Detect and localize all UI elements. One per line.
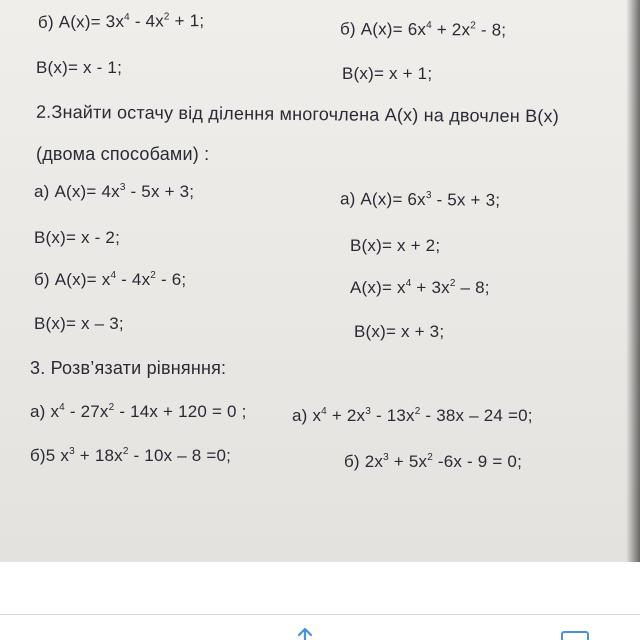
line-4-left: B(x)= x - 2; — [34, 228, 120, 247]
bookmark-icon[interactable] — [560, 630, 590, 640]
exponent: 4 — [59, 402, 65, 413]
line-3-left: а) $A(x)= 4x^3 - 5x + 3$; — [34, 182, 195, 201]
line-1-left: б) $A(x)= 3x^4 - 4x^2 + 1$; — [37, 11, 205, 32]
exponent: 4 — [123, 11, 130, 23]
task-2-subheading: (двома способами) : — [36, 144, 210, 164]
line-2-left: B(x)= x - 1; — [36, 58, 122, 77]
line-8-left: б)5 $x^3 + 18x^2 - 10x - 8 =0$; — [30, 446, 232, 465]
exponent: 2 — [150, 270, 157, 281]
exponent: 4 — [321, 406, 327, 417]
exponent: 4 — [110, 270, 117, 281]
exponent: 3 — [69, 446, 75, 457]
exponent: 3 — [365, 406, 372, 417]
line-1-right: б) $A(x)= 6x^4 + 2x^2 - 8$; — [339, 19, 507, 40]
exponent: 3 — [383, 452, 389, 463]
bottom-toolbar — [0, 562, 640, 640]
line-3-right: а) $A(x)= 6x^3 - 5x + 3$; — [339, 189, 501, 210]
exponent: 4 — [426, 20, 432, 32]
line-2-right: B(x)= x + 1; — [342, 64, 433, 83]
task-3-heading: 3. Розв’язати рівняння: — [30, 358, 227, 378]
line-5-right: $A(x)= x^4 + 3x^2 - 8$; — [350, 278, 490, 297]
line-8-right: б) $2x^3 + 5x^2$ -6x - 9 = 0; — [344, 452, 523, 471]
exponent: 4 — [405, 278, 412, 289]
exponent: 2 — [414, 406, 421, 417]
exponent: 2 — [122, 446, 129, 457]
line-4-right: B(x)= x + 2; — [350, 236, 441, 255]
line-5-left: б) $A(x)= x^4 - 4x^2 - 6$; — [34, 270, 187, 289]
exponent: 2 — [470, 20, 477, 32]
exponent: 2 — [449, 278, 456, 289]
exponent: 3 — [425, 190, 432, 202]
exponent: 2 — [108, 402, 115, 413]
line-7-right: а) $x^4 + 2x^3 - 13x^2 - 38x - 24 =0$; — [292, 406, 533, 425]
toolbar-divider — [0, 614, 640, 615]
exponent: 2 — [163, 11, 170, 23]
task-2-heading: 2.Знайти остачу від ділення многочлена A(x) на двочлен B(x) — [35, 101, 560, 127]
exponent: 3 — [119, 182, 126, 193]
share-icon[interactable] — [292, 628, 318, 640]
exponent: 2 — [427, 452, 433, 463]
line-6-left: B(x)= x – 3; — [34, 314, 124, 333]
line-7-left: а) $x^4 - 27x^2 - 14x + 120 = 0$ ; — [30, 402, 247, 421]
line-6-right: B(x)= x + 3; — [354, 322, 445, 341]
